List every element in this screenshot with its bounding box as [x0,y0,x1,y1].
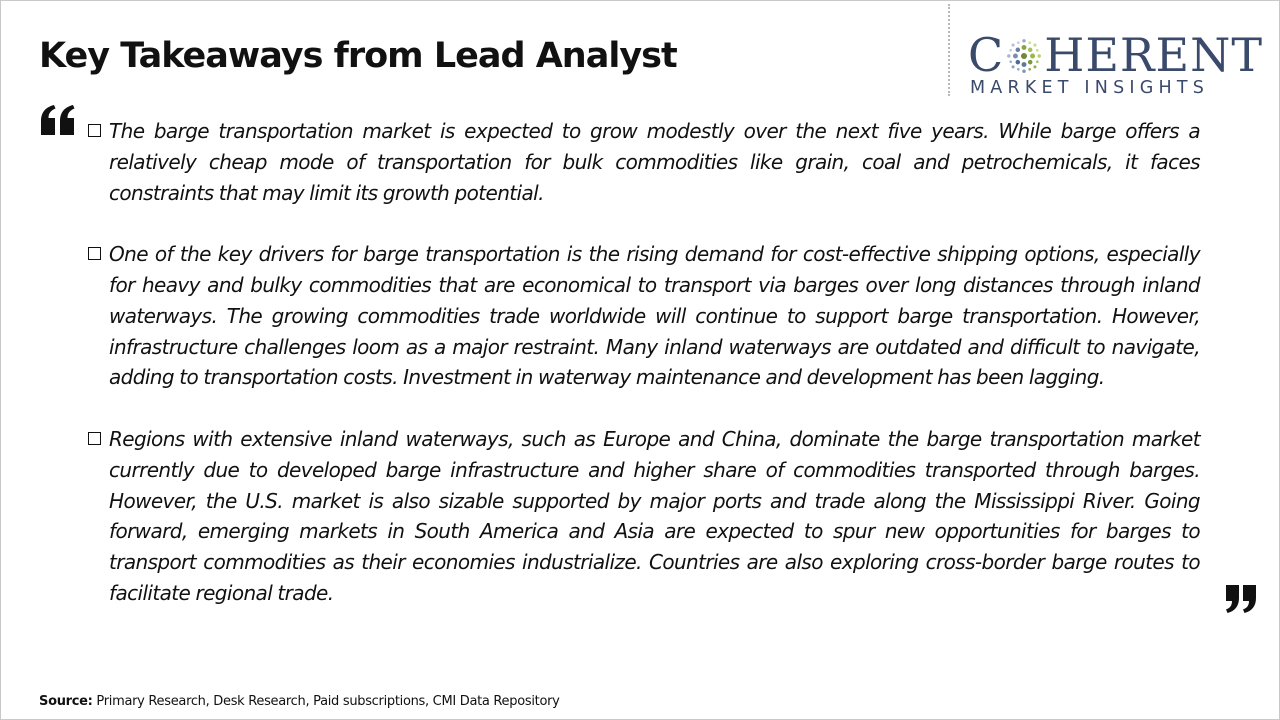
logo-subtitle: MARKET INSIGHTS [970,78,1210,98]
source-note [39,694,560,709]
logo-wordmark [968,30,1263,80]
takeaway-text: The barge transportation market is expected to grow modestly over the next five years. While barge offers a relatively cheap mode of transportation for bulk commodities like grain, coal and petrochemicals, it faces constraints that may limit its growth potential. [109,119,1200,205]
checkbox-bullet-icon [88,432,101,445]
company-logo [968,28,1264,100]
source-label: Source: [39,694,93,709]
takeaway-list [86,116,1200,640]
takeaway-text: Regions with extensive inland waterways, such as Europe and China, dominate the barge transportation market currently due to developed barge infrastructure and higher share of commodities transported through barges. However, the U.S. market is also sizable supported by major ports and trade along the Mississippi River. Going forward, emerging markets in South America and Asia are expected to spur new opportunities for barges to transport commodities as their economies industrialize. Countries are also exploring cross-border barge routes to facilitate regional trade. [109,426,1200,605]
globe-dots-icon [1005,37,1043,75]
logo-letters-rest: HERENT [1044,28,1264,82]
checkbox-bullet-icon [88,247,101,260]
takeaway-item [86,116,1200,208]
logo-letter-c: C [968,28,1005,82]
close-quote-icon [1225,584,1257,614]
takeaway-item [86,239,1200,393]
source-text: Primary Research, Desk Research, Paid subscriptions, CMI Data Repository [92,694,560,709]
header-divider [948,4,950,96]
slide-title: Key Takeaways from Lead Analyst [39,36,677,76]
open-quote-icon [40,104,76,136]
takeaway-item [86,424,1200,609]
takeaway-text: One of the key drivers for barge transportation is the rising demand for cost-effective shipping options, especially for heavy and bulky commodities that are economical to transport via barges over long distances through inland waterways. The growing commodities trade worldwide will continue to support barge transportation. However, infrastructure challenges loom as a major restraint. Many inland waterways are outdated and difficult to navigate, adding to transportation costs. Investment in waterway maintenance and development has been lagging. [109,242,1200,390]
checkbox-bullet-icon [88,124,101,137]
